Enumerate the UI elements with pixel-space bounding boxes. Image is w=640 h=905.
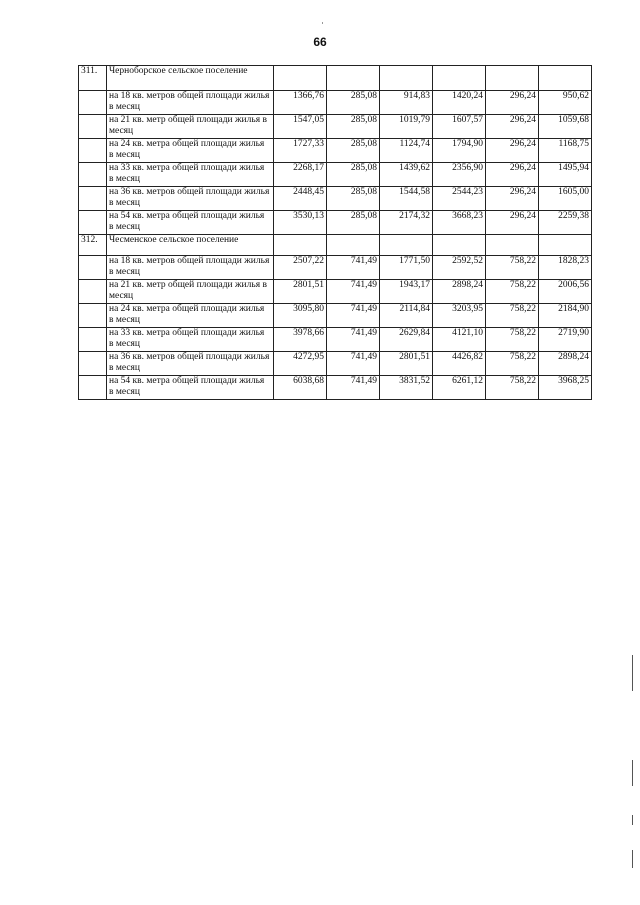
value-cell: 4426,82 [433,352,486,376]
value-cell: 1794,90 [433,139,486,163]
page-number: 66 [313,35,327,49]
value-cell: 2801,51 [274,280,327,304]
value-cell: 3831,52 [380,376,433,400]
value-cell: 1605,00 [539,187,592,211]
value-cell: 2629,84 [380,328,433,352]
empty-index-cell [79,352,107,376]
section-number: 311. [79,66,107,91]
value-cell: 2174,32 [380,211,433,235]
empty-index-cell [79,376,107,400]
empty-cell [433,66,486,91]
value-cell: 6261,12 [433,376,486,400]
value-cell: 3968,25 [539,376,592,400]
value-cell: 1544,58 [380,187,433,211]
empty-cell [327,66,380,91]
value-cell: 285,08 [327,187,380,211]
value-cell: 1547,05 [274,115,327,139]
row-label: на 18 кв. метров общей площади жилья в месяц [107,256,274,280]
empty-cell [539,66,592,91]
row-label: на 24 кв. метра общей площади жилья в месяц [107,304,274,328]
empty-cell [433,235,486,256]
row-label: на 24 кв. метра общей площади жилья в месяц [107,139,274,163]
value-cell: 3203,95 [433,304,486,328]
value-cell: 2507,22 [274,256,327,280]
value-cell: 3530,13 [274,211,327,235]
table-row [79,352,592,376]
value-cell: 2592,52 [433,256,486,280]
value-cell: 1420,24 [433,91,486,115]
value-cell: 1124,74 [380,139,433,163]
value-cell: 741,49 [327,328,380,352]
value-cell: 285,08 [327,163,380,187]
empty-index-cell [79,256,107,280]
value-cell: 758,22 [486,256,539,280]
empty-index-cell [79,91,107,115]
value-cell: 950,62 [539,91,592,115]
value-cell: 2356,90 [433,163,486,187]
value-cell: 296,24 [486,139,539,163]
value-cell: 1019,79 [380,115,433,139]
tariff-table [78,65,592,400]
value-cell: 296,24 [486,115,539,139]
section-name: Черноборское сельское поселение [107,66,274,91]
value-cell: 6038,68 [274,376,327,400]
table-row [79,91,592,115]
row-label: на 21 кв. метр общей площади жилья в месяц [107,280,274,304]
scan-mark [632,815,633,825]
row-label: на 33 кв. метра общей площади жилья в месяц [107,163,274,187]
value-cell: 285,08 [327,91,380,115]
empty-cell [274,66,327,91]
scan-mark [632,760,633,786]
empty-index-cell [79,187,107,211]
table-row [79,139,592,163]
value-cell: 741,49 [327,352,380,376]
value-cell: 285,08 [327,115,380,139]
value-cell: 758,22 [486,280,539,304]
section-number: 312. [79,235,107,256]
value-cell: 4272,95 [274,352,327,376]
value-cell: 1943,17 [380,280,433,304]
value-cell: 758,22 [486,352,539,376]
value-cell: 1727,33 [274,139,327,163]
row-label: на 18 кв. метров общей площади жилья в месяц [107,91,274,115]
section-row [79,66,592,91]
value-cell: 1059,68 [539,115,592,139]
value-cell: 758,22 [486,304,539,328]
value-cell: 1771,50 [380,256,433,280]
table-row [79,256,592,280]
table-row [79,211,592,235]
row-label: на 36 кв. метров общей площади жилья в месяц [107,187,274,211]
value-cell: 285,08 [327,139,380,163]
value-cell: 3668,23 [433,211,486,235]
value-cell: 1366,76 [274,91,327,115]
empty-cell [380,66,433,91]
table-row [79,163,592,187]
table-row [79,376,592,400]
value-cell: 741,49 [327,376,380,400]
value-cell: 2006,56 [539,280,592,304]
value-cell: 741,49 [327,304,380,328]
value-cell: 2268,17 [274,163,327,187]
empty-cell [539,235,592,256]
value-cell: 3095,80 [274,304,327,328]
empty-cell [327,235,380,256]
empty-index-cell [79,304,107,328]
empty-index-cell [79,115,107,139]
value-cell: 741,49 [327,256,380,280]
value-cell: 758,22 [486,328,539,352]
value-cell: 1495,94 [539,163,592,187]
section-row [79,235,592,256]
empty-cell [486,66,539,91]
value-cell: 741,49 [327,280,380,304]
value-cell: 1168,75 [539,139,592,163]
empty-cell [274,235,327,256]
row-label: на 54 кв. метра общей площади жилья в месяц [107,376,274,400]
value-cell: 2898,24 [539,352,592,376]
value-cell: 3978,66 [274,328,327,352]
empty-index-cell [79,139,107,163]
row-label: на 21 кв. метр общей площади жилья в месяц [107,115,274,139]
scan-mark [632,655,633,691]
value-cell: 296,24 [486,187,539,211]
value-cell: 914,83 [380,91,433,115]
value-cell: 1439,62 [380,163,433,187]
value-cell: 296,24 [486,163,539,187]
table-row [79,280,592,304]
row-label: на 33 кв. метра общей площади жилья в месяц [107,328,274,352]
empty-index-cell [79,328,107,352]
table-row [79,115,592,139]
empty-cell [486,235,539,256]
value-cell: 296,24 [486,91,539,115]
value-cell: 2184,90 [539,304,592,328]
row-label: на 36 кв. метров общей площади жилья в месяц [107,352,274,376]
value-cell: 1607,57 [433,115,486,139]
scan-dot [322,22,323,24]
table-row [79,328,592,352]
value-cell: 2259,38 [539,211,592,235]
table-row [79,187,592,211]
empty-index-cell [79,163,107,187]
value-cell: 2114,84 [380,304,433,328]
value-cell: 285,08 [327,211,380,235]
value-cell: 2801,51 [380,352,433,376]
value-cell: 4121,10 [433,328,486,352]
empty-cell [380,235,433,256]
value-cell: 758,22 [486,376,539,400]
empty-index-cell [79,211,107,235]
table-body [79,66,592,400]
value-cell: 2448,45 [274,187,327,211]
section-name: Чесменское сельское поселение [107,235,274,256]
scan-mark [632,850,633,868]
value-cell: 2544,23 [433,187,486,211]
value-cell: 2719,90 [539,328,592,352]
value-cell: 1828,23 [539,256,592,280]
row-label: на 54 кв. метра общей площади жилья в месяц [107,211,274,235]
table-row [79,304,592,328]
value-cell: 296,24 [486,211,539,235]
value-cell: 2898,24 [433,280,486,304]
empty-index-cell [79,280,107,304]
